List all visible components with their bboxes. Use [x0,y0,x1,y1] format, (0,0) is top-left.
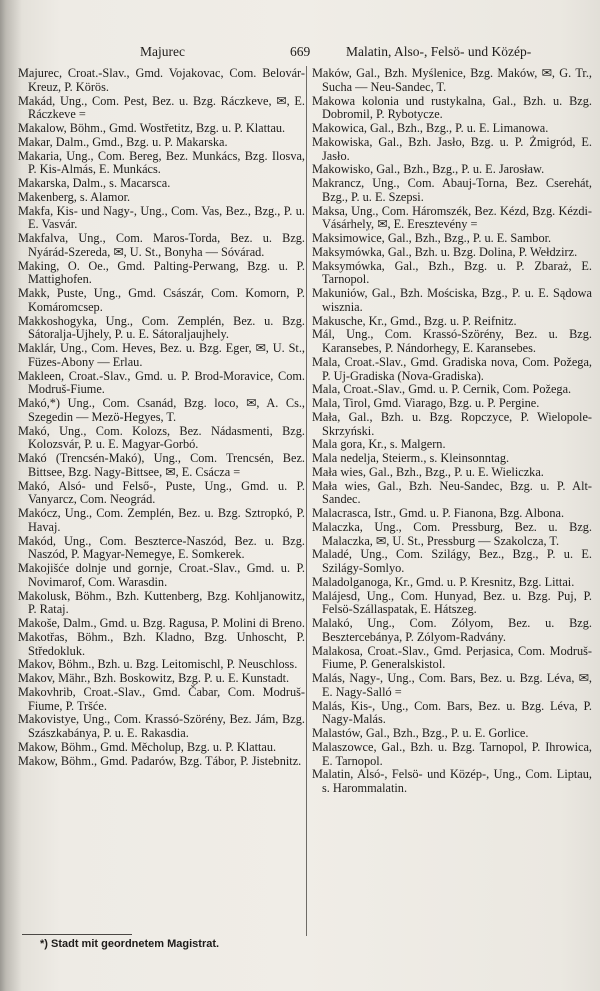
gazetteer-entry: Makoše, Dalm., Gmd. u. Bzg. Ragusa, P. Molini di Breno. [18,616,305,630]
gazetteer-entry: Mała wies, Gal., Bzh. Neu-Sandec, Bzg. u. P. Alt-Sandec. [312,478,592,507]
gazetteer-entry: Mala gora, Kr., s. Malgern. [312,437,446,452]
gazetteer-entry: Malastów, Gal., Bzh., Bzg., P. u. E. Gorlice. [312,726,529,740]
gazetteer-entry: Mala, Croat.-Slav., Gmd. Gradiska nova, Com. Požega, P. Uj-Gradiska (Nova-Gradiska). [312,354,592,383]
gazetteer-entry: Malaszowce, Gal., Bzh. u. Bzg. Tarnopol, P. Ihrowica, E. Tarnopol. [312,739,592,768]
gazetteer-entry: Makó (Trencsén-Makó), Ung., Com. Trencsén, Bez. Bittsee, Bzg. Nagy-Bittsee, ✉, E. Csácza = [18,451,305,479]
gazetteer-entry: Makow, Böhm., Gmd. Měcholup, Bzg. u. P. Klattau. [18,739,277,754]
gazetteer-entry: Makád, Ung., Com. Pest, Bez. u. Bzg. Ráczkeve, ✉, E. Ráczkeve = [18,93,305,122]
gazetteer-entry: Makenberg, s. Alamor. [18,189,131,204]
gazetteer-entry: Makowica, Gal., Bzh., Bzg., P. u. E. Limanowa. [312,121,549,135]
gazetteer-entry: Mál, Ung., Com. Krassó-Szörény, Bez. u. Bzg. Karansebes, P. Nándorhegy, E. Karansebes. [312,327,592,355]
gazetteer-entry: Makk, Puste, Ung., Gmd. Császár, Com. Komorn, P. Komáromcsep. [18,286,305,314]
gazetteer-entry: Maków, Gal., Bzh. Myślenice, Bzg. Maków, ✉, G. Tr., Sucha — Neu-Sandec, T. [312,66,592,94]
gazetteer-entry: Makov, Mähr., Bzh. Boskowitz, Bzg. P. u. E. Kunstadt. [18,671,290,685]
gazetteer-entry: Making, O. Oe., Gmd. Palting-Perwang, Bzg. u. P. Mattighofen. [18,258,305,287]
gazetteer-entry: Makó, Ung., Com. Kolozs, Bez. Nádasmenti, Bzg. Kolozsvár, P. u. E. Magyar-Gorbó. [18,423,305,452]
column-divider [306,66,307,936]
gazetteer-entry: Makaria, Ung., Com. Bereg, Bez. Munkács, Bzg. Ilosva, P. Kis-Almás, E. Munkács. [18,148,305,177]
gazetteer-entry: Makow, Böhm., Gmd. Padarów, Bzg. Tábor, P. Jistebnitz. [18,753,302,768]
gazetteer-entry: Makolusk, Böhm., Bzh. Kuttenberg, Bzg. Kohljanowitz, P. Rataj. [18,588,305,617]
gazetteer-entry: Makó,*) Ung., Com. Csanád, Bzg. loco, ✉, A. Cs., Szegedin — Mezö-Hegyes, T. [18,396,305,424]
gazetteer-entry: Makojišće dolnje und gornje, Croat.-Slav., Gmd. u. P. Novimarof, Com. Warasdin. [18,561,305,589]
gazetteer-entry: Maladolganoga, Kr., Gmd. u. P. Kresnitz, Bzg. Littai. [312,574,575,589]
running-head-left: Majurec [140,44,185,59]
gazetteer-entry: Makarska, Dalm., s. Macarsca. [18,176,171,190]
gazetteer-entry: Maksymówka, Gal., Bzh., Bzg. u. P. Zbaraż, E. Tarnopol. [312,258,592,287]
gazetteer-entry: Makód, Ung., Com. Beszterce-Naszód, Bez. u. Bzg. Naszód, P. Magyar-Nemegye, E. Somkerek. [18,533,305,562]
gazetteer-entry: Makar, Dalm., Gmd., Bzg. u. P. Makarska. [18,134,228,149]
gazetteer-entry: Mala, Tirol, Gmd. Viarago, Bzg. u. P. Pergine. [312,396,540,410]
gazetteer-entry: Makowa kolonia und rustykalna, Gal., Bzh. u. Bzg. Dobromil, P. Rybotycze. [312,93,592,122]
gazetteer-entry: Maksymówka, Gal., Bzh. u. Bzg. Dolina, P. Wełdzirz. [312,244,578,259]
gazetteer-entry: Mala, Croat.-Slav., Gmd. u. P. Cernik, Com. Požega. [312,382,572,397]
gazetteer-entry: Mała wies, Gal., Bzh., Bzg., P. u. E. Wieliczka. [312,464,544,479]
gazetteer-entry: Makowisko, Gal., Bzh., Bzg., P. u. E. Jarosław. [312,162,545,177]
gazetteer-entry: Makowiska, Gal., Bzh. Jasło, Bzg. u. P. Żmigród, E. Jasło. [312,134,592,163]
gazetteer-entry: Makotřas, Böhm., Bzh. Kladno, Bzg. Unhoscht, P. Středokluk. [18,629,305,658]
gazetteer-entry: Malás, Nagy-, Ung., Com. Bars, Bez. u. Bzg. Léva, ✉, E. Nagy-Salló = [312,671,592,699]
gazetteer-entry: Mała, Gal., Bzh. u. Bzg. Ropczyce, P. Wielopole-Skrzyński. [312,409,592,438]
gazetteer-entry: Maksa, Ung., Com. Háromszék, Bez. Kézd, Bzg. Kézdi-Vásárhely, ✉, E. Eresztevény = [312,203,592,232]
gazetteer-entry: Malájesd, Ung., Com. Hunyad, Bez. u. Bzg. Puj, P. Felsö-Szállaspatak, E. Hátszeg. [312,588,592,617]
gazetteer-entry: Makkoshogyka, Ung., Com. Zemplén, Bez. u. Bzg. Sátoralja-Ujhely, P. u. E. Sátoraljaujhely. [18,313,305,342]
gazetteer-entry: Majurec, Croat.-Slav., Gmd. Vojakovac, Com. Belovár-Kreuz, P. Körös. [18,66,305,94]
gazetteer-entry: Makuniów, Gal., Bzh. Mościska, Bzg., P. u. E. Sądowa wisznia. [312,286,592,314]
gazetteer-entry: Makov, Böhm., Bzh. u. Bzg. Leitomischl, P. Neuschloss. [18,657,298,672]
footnote: *) Stadt mit geordnetem Magistrat. [40,938,220,950]
gazetteer-entry: Makalow, Böhm., Gmd. Wostřetitz, Bzg. u. P. Klattau. [18,121,286,135]
gazetteer-entry: Makovhrib, Croat.-Slav., Gmd. Čabar, Com. Modruš-Fiume, P. Tršće. [18,684,305,713]
gazetteer-entry: Makrancz, Ung., Com. Abauj-Torna, Bez. Cserehát, Bzg., P. u. E. Szepsi. [312,176,592,204]
gazetteer-entry: Malatin, Alsó-, Felsö- und Közép-, Ung., Com. Liptau, s. Harommalatin. [312,767,592,795]
gazetteer-entry: Makócz, Ung., Com. Zemplén, Bez. u. Bzg. Sztropkó, P. Havaj. [18,506,305,534]
gazetteer-entry: Mala nedelja, Steierm., s. Kleinsonntag. [312,451,510,465]
gazetteer-entry: Makfa, Kis- und Nagy-, Ung., Com. Vas, Bez., Bzg., P. u. E. Vasvár. [18,203,305,232]
gazetteer-entry: Maladé, Ung., Com. Szilágy, Bez., Bzg., P. u. E. Szilágy-Somlyo. [312,547,592,575]
gazetteer-entry: Makfalva, Ung., Com. Maros-Torda, Bez. u. Bzg. Nyárád-Szereda, ✉, U. St., Bonyha — Sóvárad. [18,231,305,259]
gazetteer-entry: Malaczka, Ung., Com. Pressburg, Bez. u. Bzg. Malaczka, ✉, U. St., Pressburg — Szakolcza, T. [312,519,592,548]
page-number: 669 [290,44,311,59]
gazetteer-entry: Maklár, Ung., Com. Heves, Bez. u. Bzg. Eger, ✉, U. St., Füzes-Abony — Erlau. [18,341,305,369]
gazetteer-entry: Makusche, Kr., Gmd., Bzg. u. P. Reifnitz. [312,313,517,328]
gazetteer-entry: Makleen, Croat.-Slav., Gmd. u. P. Brod-Moravice, Com. Modruš-Fiume. [18,368,305,397]
right-column [312,67,592,796]
gazetteer-entry: Makó, Alsó- und Felső-, Puste, Ung., Gmd. u. P. Vanyarcz, Com. Neográd. [18,478,305,507]
left-column [18,67,305,768]
gazetteer-entry: Maksimowice, Gal., Bzh., Bzg., P. u. E. Sambor. [312,231,552,245]
gazetteer-entry: Malás, Kis-, Ung., Com. Bars, Bez. u. Bzg. Léva, P. Nagy-Malás. [312,698,592,727]
gazetteer-entry: Malakó, Ung., Com. Zólyom, Bez. u. Bzg. Besztercebánya, P. Zólyom-Radvány. [312,616,592,644]
gazetteer-entry: Malacrasca, Istr., Gmd. u. P. Fianona, Bzg. Albona. [312,506,565,520]
footnote-rule [22,934,132,935]
gazetteer-entry: Malakosa, Croat.-Slav., Gmd. Perjasica, Com. Modruš-Fiume, P. Generalskistol. [312,643,592,672]
gazetteer-entry: Makovistye, Ung., Com. Krassó-Szörény, Bez. Jám, Bzg. Szászkabánya, P. u. E. Rakasdia. [18,712,305,740]
running-head-right: Malatin, Also-, Felsö- und Közép- [346,44,532,59]
